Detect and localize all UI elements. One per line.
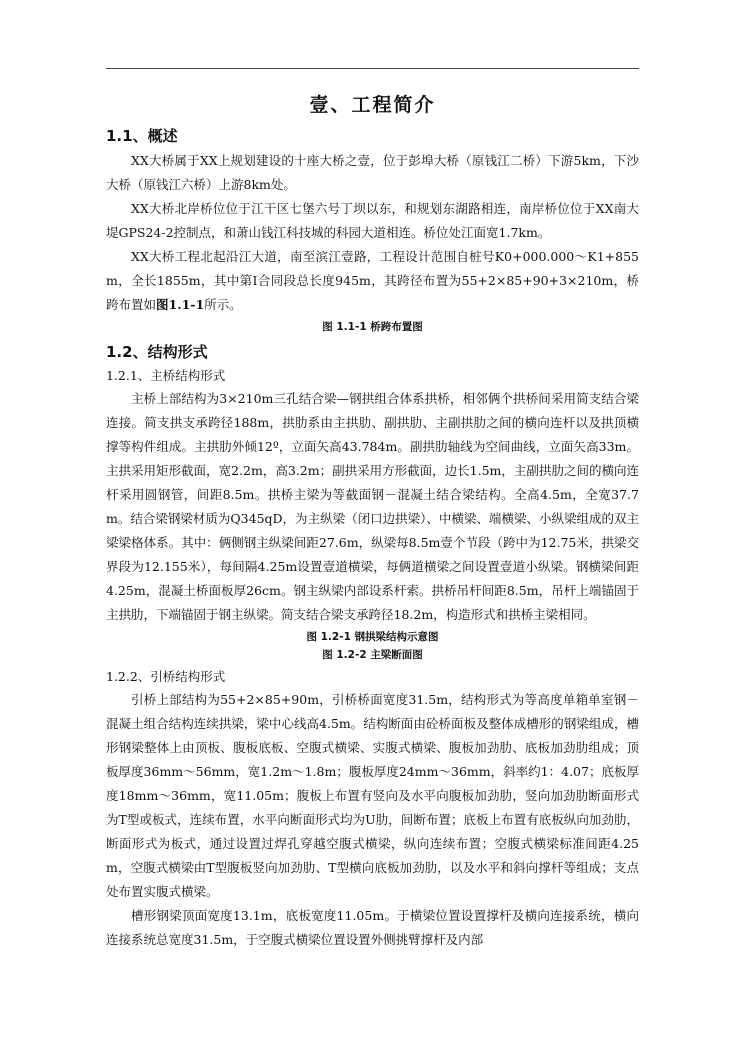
overview-paragraph-2: XX大桥北岸桥位位于江干区七堡六号丁坝以东，和规划东湖路相连，南岸桥位位于XX南大堤GPS24-2控制点，和萧山钱江科技城的科园大道相连。桥位处江面宽1.7km。	[106, 201, 639, 240]
approach-bridge-paragraph-2: 槽形钢梁顶面宽度13.1m，底板宽度11.05m。于横梁位置设置撑杆及横向连接系统，横向连接系统总宽度31.5m，于空腹式横梁位置设置外侧挑臂撑杆及内部	[106, 908, 639, 947]
overview-paragraph-3	[106, 245, 639, 317]
document-body	[106, 90, 639, 952]
figure-caption-1-2-1: 图 1.2-1 钢拱梁结构示意图	[306, 631, 439, 643]
section-heading-overview: 1.1、概述	[106, 127, 178, 145]
figure-caption-1-2-2: 图 1.2-2 主梁断面图	[322, 649, 423, 661]
approach-bridge-paragraph-1: 引桥上部结构为55+2×85+90m，引桥桥面宽度31.5m，结构形式为等高度单箱单室钢－混凝土组合结构连续拱梁，梁中心线高4.5m。结构断面由砼桥面板及整体成槽形的钢梁组成，槽形钢梁整体上由顶板、腹板底板、空腹式横梁、实腹式横梁、腹板加劲肋、底板加劲肋组成；顶板厚度36mm～56mm，宽1.2m～1.8m；腹板厚度24mm～36mm，斜率约1：4.07；底板厚度18mm～36mm，宽11.05m；腹板上布置有竖向及水平向腹板加劲肋，竖向加劲肋断面形式为T型或板式，连续布置，水平向断面形式均为U肋，间断布置；底板上布置有底板纵向加劲肋，断面形式为板式，通过设置过焊孔穿越空腹式横梁，纵向连续布置；空腹式横梁标准间距4.25m，空腹式横梁由T型腹板竖向加劲肋、T型横向底板加劲肋，以及水平和斜向撑杆等组成；支点处布置实腹式横梁。	[106, 692, 639, 899]
subsection-heading-main-bridge: 1.2.1、主桥结构形式	[106, 368, 226, 383]
header-rule	[106, 68, 639, 69]
figure-caption-1-1-1: 图 1.1-1 桥跨布置图	[322, 321, 423, 333]
main-bridge-paragraph: 主桥上部结构为3×210m三孔结合梁—钢拱组合体系拱桥，相邻俩个拱桥间采用简支结合梁连接。简支拱支承跨径188m，拱肋系由主拱肋、副拱肋、主副拱肋之间的横向连杆以及拱顶横撑等构件组成。主拱肋外倾12º，立面矢高43.784m。副拱肋轴线为空间曲线，立面矢高33m。主拱采用矩形截面，宽2.2m，高3.2m；副拱采用方形截面，边长1.5m，主副拱肋之间的横向连杆采用圆钢管，间距8.5m。拱桥主梁为等截面钢－混凝土结合梁结构。全高4.5m，全宽37.7m。结合梁钢梁材质为Q345qD，为主纵梁（闭口边拱梁）、中横梁、端横梁、小纵梁组成的双主梁梁格体系。其中：俩侧钢主纵梁间距27.6m，纵梁每8.5m壹个节段（跨中为12.75米，拱梁交界段为12.155米），每间隔4.25m设置壹道横梁，每俩道横梁之间设置壹道小纵梁。钢横梁间距4.25m，混凝土桥面板厚26cm。钢主纵梁内部设系杆索。拱桥吊杆间距8.5m，吊杆上端锚固于主拱肋，下端锚固于钢主纵梁。简支结合梁支承跨径18.2m，构造形式和拱桥主梁相同。	[106, 391, 639, 622]
overview-paragraph-3-text: XX大桥工程北起沿江大道，南至滨江壹路，工程设计范围自桩号K0+000.000～K1+855m，全长1855m，其中第Ⅰ合同段总长度945m，其跨径布置为55+2×85+90+3×210m，桥跨布置如	[106, 249, 639, 312]
overview-paragraph-1: XX大桥属于XX上规划建设的十座大桥之壹，位于彭埠大桥（原钱江二桥）下游5km，下沙大桥（原钱江六桥）上游8km处。	[106, 153, 639, 192]
overview-paragraph-3-end: 所示。	[204, 297, 242, 312]
subsection-heading-approach-bridge: 1.2.2、引桥结构形式	[106, 669, 226, 684]
page-title: 壹、工程简介	[309, 94, 436, 116]
figure-reference: 图1.1-1	[156, 297, 205, 312]
section-heading-structure: 1.2、结构形式	[106, 343, 208, 361]
